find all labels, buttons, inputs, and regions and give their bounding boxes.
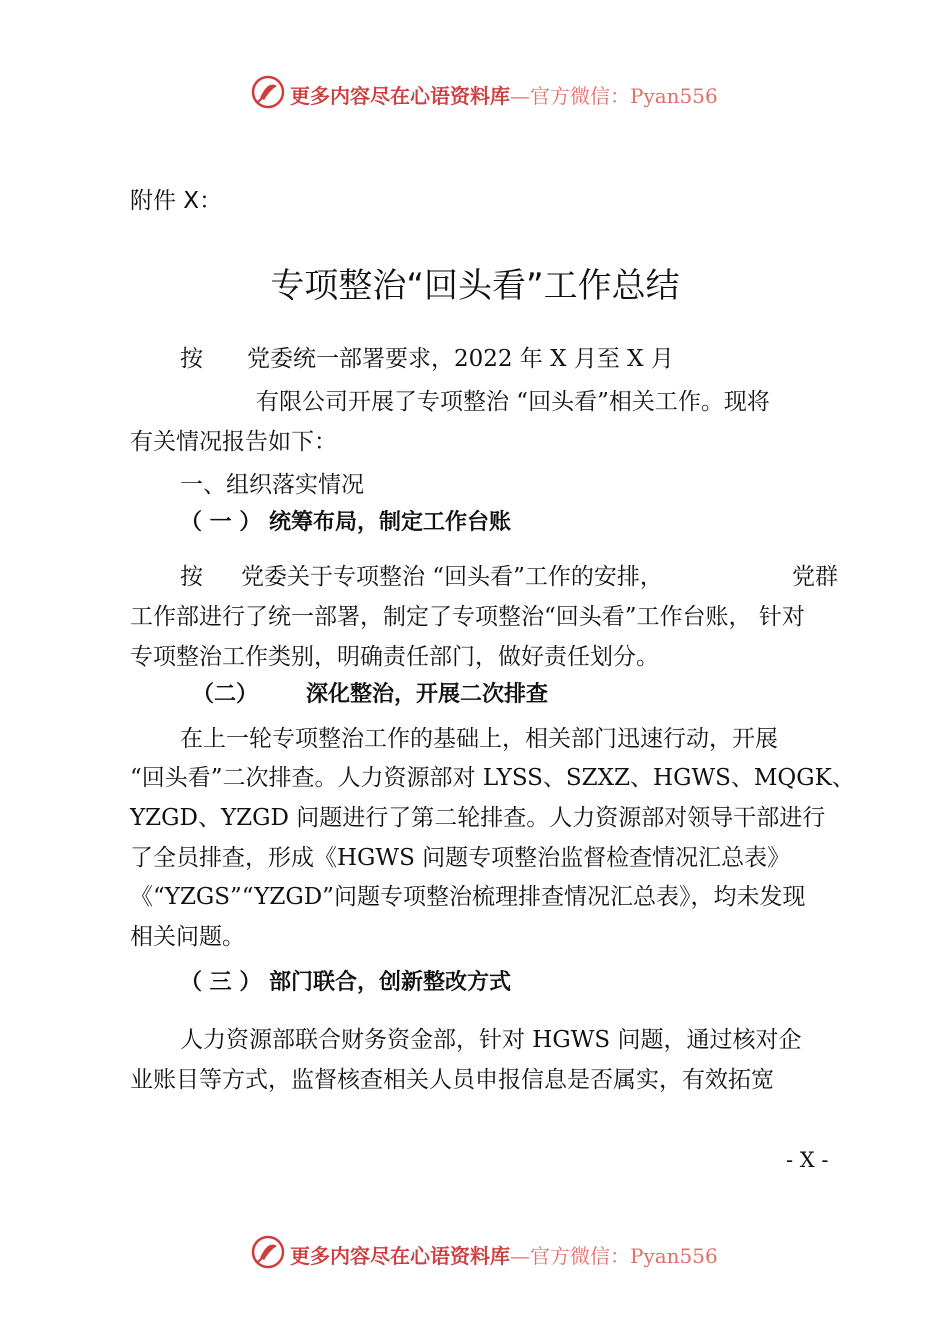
sub2-line-2: “回头看”二次排查。人力资源部对 LYSS、SZXZ、HGWS、MQGK、 (130, 765, 855, 791)
sub3-line-2: 业账目等方式，监督核查相关人员申报信息是否属实，有效拓宽 (130, 1067, 774, 1093)
shield-logo-icon (250, 1234, 286, 1270)
subsection-heading-2: （二） 深化整治，开展二次排查 (192, 681, 549, 707)
sub2-line-4: 了全员排查，形成《HGWS 问题专项整治监督检查情况汇总表》 (130, 845, 791, 871)
footer-watermark (0, 1232, 950, 1272)
page-title: 专项整治“回头看”工作总结 (270, 266, 680, 306)
sub1-line-3: 专项整治工作类别，明确责任部门，做好责任划分。 (130, 644, 659, 670)
attachment-label: 附件 X： (130, 188, 223, 214)
watermark-text: 更多内容尽在心语资料库—官方微信：Pyan556 (290, 1244, 718, 1268)
intro-line-2: 有限公司开展了专项整治 “回头看”相关工作。现将 (256, 389, 770, 415)
intro-line-3: 有关情况报告如下： (130, 429, 337, 455)
subsection-heading-1: （ 一 ） 统筹布局，制定工作台账 (180, 509, 511, 535)
sub1-line-1: 按 党委关于专项整治 “回头看”工作的安排， 党群 (180, 564, 838, 590)
section-heading-1: 一、组织落实情况 (180, 472, 364, 498)
subsection-heading-3: （ 三 ） 部门联合，创新整改方式 (180, 969, 511, 995)
shield-logo-icon (250, 74, 286, 110)
sub2-line-5: 《“YZGS”“YZGD”问题专项整治梳理排查情况汇总表》，均未发现 (130, 884, 806, 910)
sub2-line-1: 在上一轮专项整治工作的基础上，相关部门迅速行动，开展 (180, 726, 778, 752)
intro-line-1: 按 党委统一部署要求，2022 年 X 月至 X 月 (180, 346, 674, 372)
sub1-line-2: 工作部进行了统一部署，制定了专项整治“回头看”工作台账， 针对 (130, 604, 805, 630)
sub3-line-1: 人力资源部联合财务资金部，针对 HGWS 问题，通过核对企 (180, 1027, 802, 1053)
sub2-line-3: YZGD、YZGD 问题进行了第二轮排查。人力资源部对领导干部进行 (130, 805, 826, 831)
sub2-line-6: 相关问题。 (130, 924, 245, 950)
page-number: - X - (786, 1148, 829, 1172)
header-watermark (0, 72, 950, 112)
watermark-text: 更多内容尽在心语资料库—官方微信：Pyan556 (290, 84, 718, 108)
